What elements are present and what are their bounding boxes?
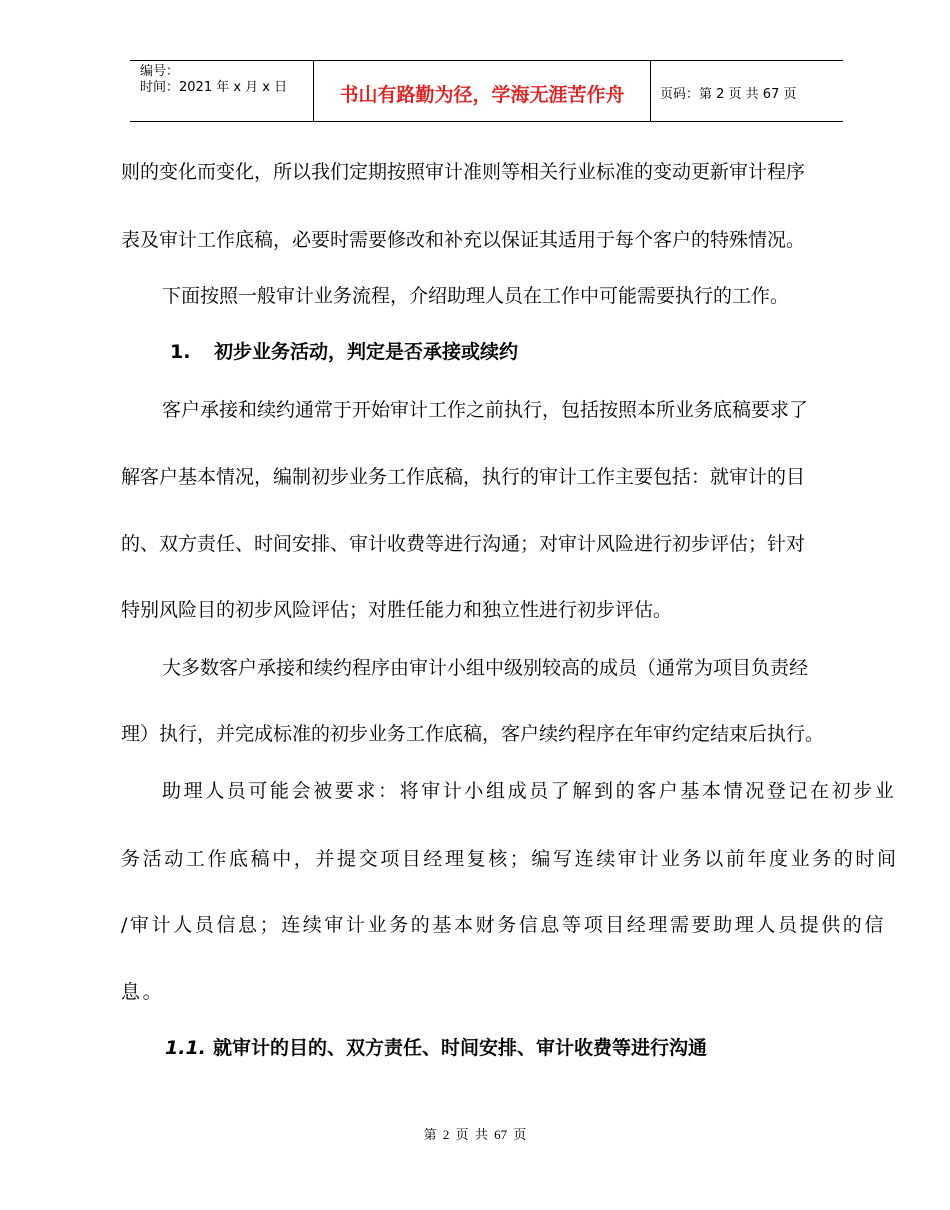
paragraph-line: 客户承接和续约通常于开始审计工作之前执行，包括按照本所业务底稿要求了 bbox=[162, 399, 809, 421]
header-divider-right bbox=[650, 60, 651, 122]
section-heading-1-1 bbox=[165, 1033, 707, 1060]
paragraph-line: 下面按照一般审计业务流程，介绍助理人员在工作中可能需要执行的工作。 bbox=[162, 285, 790, 307]
paragraph-line: 务活动工作底稿中，并提交项目经理复核；编写连续审计业务以前年度业务的时间 bbox=[121, 848, 899, 870]
paragraph-line: 大多数客户承接和续约程序由审计小组中级别较高的成员（通常为项目负责经 bbox=[162, 657, 809, 679]
header-meta bbox=[140, 64, 287, 96]
paragraph-line: 特别风险目的初步风险评估；对胜任能力和独立性进行初步评估。 bbox=[121, 599, 673, 621]
paragraph-line: 的、双方责任、时间安排、审计收费等进行沟通；对审计风险进行初步评估；针对 bbox=[121, 533, 806, 555]
paragraph-line: 助理人员可能会被要求：将审计小组成员了解到的客户基本情况登记在初步业 bbox=[162, 780, 897, 802]
paragraph-line: 解客户基本情况，编制初步业务工作底稿，执行的审计工作主要包括：就审计的目 bbox=[121, 466, 806, 488]
paragraph-line: 息。 bbox=[121, 981, 165, 1003]
paragraph-line: 表及审计工作底稿，必要时需要修改和补充以保证其适用于每个客户的特殊情况。 bbox=[121, 229, 806, 251]
paragraph-line: /审计人员信息；连续审计业务的基本财务信息等项目经理需要助理人员提供的信 bbox=[121, 914, 887, 936]
section-title: 就审计的目的、双方责任、时间安排、审计收费等进行沟通 bbox=[213, 1037, 708, 1059]
section-heading-1 bbox=[170, 337, 518, 364]
paragraph-line: 则的变化而变化，所以我们定期按照审计准则等相关行业标准的变动更新审计程序 bbox=[121, 161, 806, 183]
section-title: 初步业务活动，判定是否承接或续约 bbox=[214, 341, 519, 363]
page-header bbox=[130, 60, 843, 122]
document-number-label: 编号： bbox=[140, 64, 180, 79]
header-motto: 书山有路勤为径，学海无涯苦作舟 bbox=[339, 84, 625, 106]
document-date: 时间：2021 年 x 月 x 日 bbox=[140, 80, 288, 95]
header-top-rule bbox=[130, 60, 843, 61]
paragraph-line: 理）执行，并完成标准的初步业务工作底稿，客户续约程序在年审约定结束后执行。 bbox=[121, 723, 825, 745]
header-page-info: 页码：第 2 页 共 67 页 bbox=[660, 87, 797, 102]
section-number: 1. bbox=[170, 341, 191, 363]
section-number: 1.1. bbox=[165, 1037, 206, 1059]
page-footer: 第 2 页 共 67 页 bbox=[423, 1127, 527, 1142]
header-bottom-rule bbox=[130, 121, 843, 122]
